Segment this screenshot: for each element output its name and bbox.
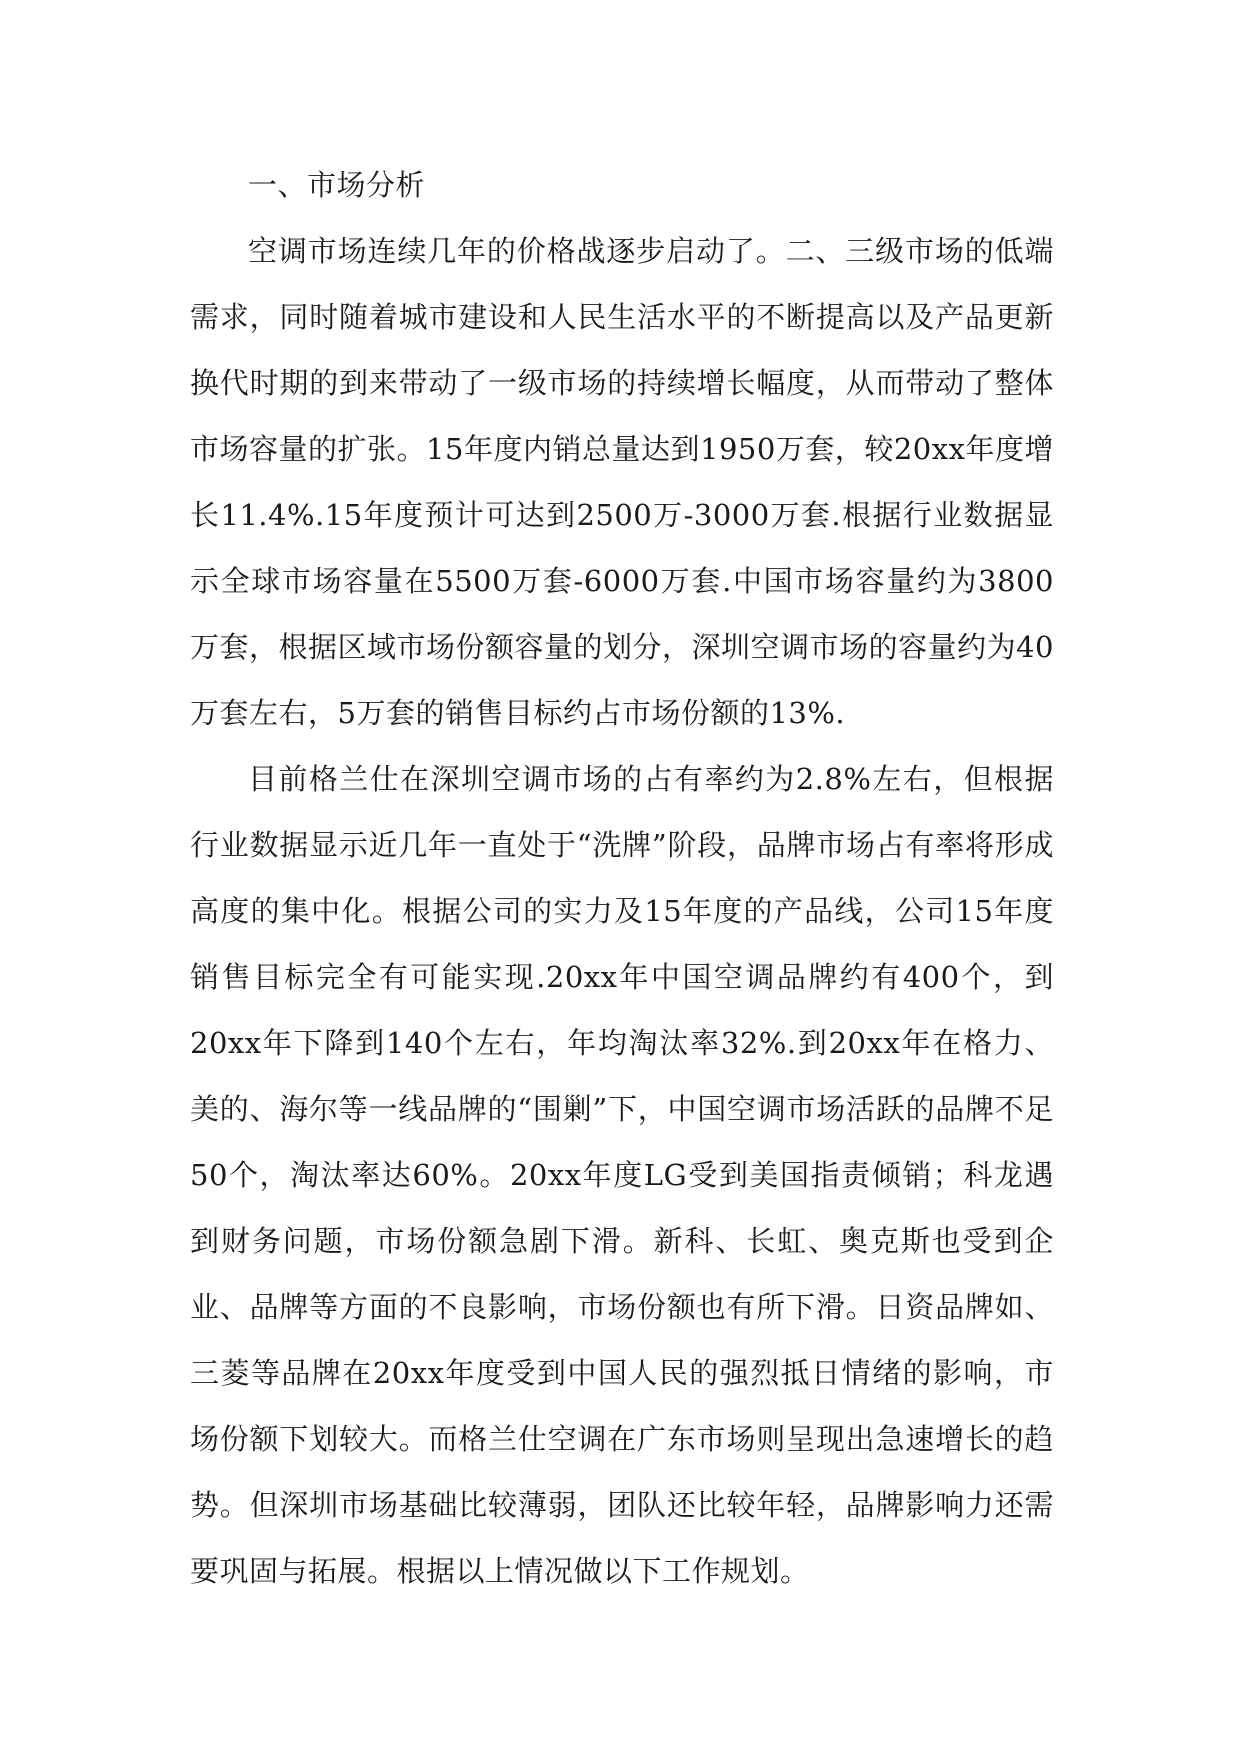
section-heading: 一、市场分析	[248, 168, 426, 202]
paragraph-market-capacity: 空调市场连续几年的价格战逐步启动了。二、三级市场的低端需求，同时随着城市建设和人民生活水平的不断提高以及产品更新换代时期的到来带动了一级市场的持续增长幅度，从而带动了整体市场容量的扩张。15年度内销总量达到1950万套，较20xx年度增长11.4%.15年度预计可达到2500万-3000万套.根据行业数据显示全球市场容量在5500万套-6000万套.中国市场容量约为3800万套，根据区域市场份额容量的划分，深圳空调市场的容量约为40万套左右，5万套的销售目标约占市场份额的13%.	[190, 234, 1054, 730]
document-body	[190, 152, 1054, 1604]
paragraph-brand-share: 目前格兰仕在深圳空调市场的占有率约为2.8%左右，但根据行业数据显示近几年一直处于“洗牌”阶段，品牌市场占有率将形成高度的集中化。根据公司的实力及15年度的产品线，公司15年度销售目标完全有可能实现.20xx年中国空调品牌约有400个，到20xx年下降到140个左右，年均淘汰率32%.到20xx年在格力、美的、海尔等一线品牌的“围剿”下，中国空调市场活跃的品牌不足50个，淘汰率达60%。20xx年度LG受到美国指责倾销；科龙遇到财务问题，市场份额急剧下滑。新科、长虹、奥克斯也受到企业、品牌等方面的不良影响，市场份额也有所下滑。日资品牌如、三菱等品牌在20xx年度受到中国人民的强烈抵日情绪的影响，市场份额下划较大。而格兰仕空调在广东市场则呈现出急速增长的趋势。但深圳市场基础比较薄弱，团队还比较年轻，品牌影响力还需要巩固与拓展。根据以上情况做以下工作规划。	[190, 762, 1054, 1588]
